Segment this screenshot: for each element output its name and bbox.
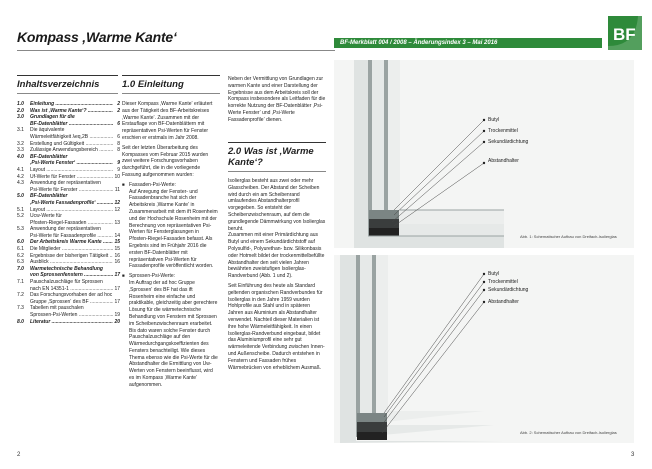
toc-entry-title: Tabellen mit pauschalen bbox=[30, 305, 84, 312]
section1-heading: 1.0 Einleitung bbox=[122, 79, 184, 90]
toc-entry bbox=[17, 127, 120, 134]
toc-entry-page bbox=[113, 180, 120, 187]
toc-entry-page: 11 bbox=[114, 186, 120, 193]
toc-entry bbox=[17, 147, 120, 154]
toc-entry-number: 2.0 bbox=[17, 107, 24, 114]
toc-entry bbox=[17, 279, 120, 286]
figure-1-label: Butyl bbox=[488, 117, 500, 123]
toc-entry-page: 16 bbox=[114, 252, 120, 259]
section1-paragraph: Dieser Kompass ‚Warme Kante‘ erläutert aus der Tätigkeit des BF-Arbeitskreises ‚Warme Kante‘. Zusammen mit der Erstauflage von BF-Datenblättern mit repräsentativen Psi-Werten für Fenster erschien er erstmals im Jahr 2008. bbox=[122, 101, 213, 141]
toc-entry-title: Warmetechnische Behandlung bbox=[30, 265, 103, 272]
toc-entry bbox=[17, 266, 120, 273]
toc-entry bbox=[17, 207, 120, 214]
toc-entry-title: Zulässige Anwendungsbereich ..... bbox=[30, 147, 113, 154]
toc-rule-bottom bbox=[17, 93, 118, 94]
toc-entry-title: Anwendung der repräsentativen bbox=[30, 226, 101, 233]
figure-1 bbox=[334, 60, 634, 248]
toc-entry-number bbox=[17, 272, 30, 279]
toc-entry bbox=[17, 174, 120, 181]
toc-entry-title: Einleitung ..... bbox=[30, 101, 113, 108]
section1-paragraph: Seit der letzten Überarbeitung des Kompasses vom Februar 2015 wurden zwei weitere Forschungsvorhaben durchgeführt, die in die vorliegende Fassung aufgenommen wurden: bbox=[122, 144, 209, 178]
toc-entry-number: 8.0 bbox=[17, 318, 24, 325]
document-info-bar: BF-Merkblatt 004 / 2008 – Änderungsindex 3 – Mai 2016 bbox=[334, 38, 602, 48]
toc-entry-number: 5.3 bbox=[17, 226, 24, 233]
section1-rule-bottom bbox=[122, 93, 220, 94]
toc-entry-title: ‚Psi-Werte Fenster‘ ..... bbox=[30, 160, 113, 167]
toc-entry-number bbox=[17, 233, 30, 240]
toc-entry-number: 4.2 bbox=[17, 173, 24, 180]
section2-body bbox=[228, 178, 326, 371]
toc-entry-title: Ucw-Werte für bbox=[30, 213, 62, 220]
toc-entry-page bbox=[113, 279, 120, 286]
toc-entry-title: ‚Psi-Werte Fassadenprofile‘ ..... bbox=[30, 200, 113, 207]
toc-entry-page: 2 bbox=[117, 101, 120, 107]
toc-entry-number bbox=[17, 220, 30, 227]
toc-heading: Inhaltsverzeichnis bbox=[17, 79, 100, 90]
section2-heading: 2.0 Was ist ‚Warme Kante‘? bbox=[228, 146, 314, 168]
toc-entry-page: 15 bbox=[114, 239, 120, 246]
toc-entry bbox=[17, 292, 120, 299]
toc-entry-title: Wärmeleitfähigkeit λeq,2B ..... bbox=[30, 134, 113, 141]
toc-rule-top bbox=[17, 75, 118, 76]
toc-entry bbox=[17, 286, 120, 293]
header-divider bbox=[17, 50, 335, 51]
toc-entry-number: 4.0 bbox=[17, 153, 24, 160]
toc-entry-number: 5.1 bbox=[17, 206, 24, 213]
figure-2-label: Butyl bbox=[488, 271, 500, 277]
figure-1-label: Sekundärdichtung bbox=[488, 139, 529, 145]
figure-2 bbox=[334, 255, 634, 443]
toc-entry-page: 2 bbox=[117, 107, 120, 114]
toc-entry-page: 9 bbox=[117, 166, 120, 173]
bf-logo bbox=[608, 16, 642, 50]
toc-entry-page: 15 bbox=[114, 246, 120, 253]
toc-entry-number: 1.0 bbox=[17, 101, 24, 107]
toc-entry-number: 6.3 bbox=[17, 259, 24, 266]
section2-rule-bottom bbox=[228, 171, 326, 172]
toc-entry-title: Die äquivalente bbox=[30, 127, 65, 134]
toc-entry-title: Was ist ‚Warme Kante‘? ..... bbox=[30, 108, 113, 115]
column3-intro bbox=[228, 76, 326, 124]
toc-entry-number: 7.2 bbox=[17, 292, 24, 299]
toc-entry bbox=[17, 305, 120, 312]
toc-entry-title: Layout ..... bbox=[30, 207, 113, 214]
toc-entry bbox=[17, 180, 120, 187]
toc-entry bbox=[17, 101, 120, 108]
toc-entry-number: 6.2 bbox=[17, 252, 24, 259]
toc-entry-number bbox=[17, 299, 30, 306]
toc-entry-title: nach EN 14351-1 ..... bbox=[30, 286, 113, 293]
toc-entry-number: 7.1 bbox=[17, 279, 24, 286]
toc-entry-number bbox=[17, 160, 30, 167]
section1-body bbox=[122, 101, 218, 389]
toc-entry-title: Der Arbeitskreis Warme Kante ..... bbox=[30, 239, 113, 246]
figure-1-label: Abstandhalter bbox=[488, 158, 519, 164]
section2-rule-top bbox=[228, 142, 326, 143]
figure-2-caption: Abb. 2: Schematischer Aufbau von Dreifach-Isolierglas bbox=[520, 430, 617, 435]
toc-entry-page: 16 bbox=[114, 259, 120, 266]
toc-entry bbox=[17, 259, 120, 266]
toc-entry-title: Ergebnisse der bisherigen Tätigkeit ..... bbox=[30, 253, 113, 260]
toc-entry-title: Layout ..... bbox=[30, 167, 113, 174]
section2-paragraph: Seit Einführung des heute als Standard geltenden organischen Randverbundes für Isolierglas in den Jahre 1959 wurden Hohlprofile aus Stahl und in späteren Jahren aus Aluminium als Abstandhalter verwendet. Nachteil dieser Materialien ist ihre hohe Wärmeleitfähigkeit. In einen Isolierglas-Randverbund eingebaut, bildet das Aluminiumprofil eine sehr gut wärmeleitende Verbindung zwischen Innen- und Außenscheibe. Dadurch entstehen in Fenstern und Fassaden frühes Wärmebrücken von erheblichem Ausmaß. bbox=[228, 282, 325, 371]
toc-entry-page: 17 bbox=[114, 285, 120, 292]
toc-entry bbox=[17, 154, 120, 161]
toc-entry-title: Ausblick ..... bbox=[30, 259, 113, 266]
toc-entry-page: 17 bbox=[114, 272, 120, 279]
toc-entry-number bbox=[17, 200, 30, 207]
intro-paragraph: Neben der Vermittlung von Grundlagen zur warmen Kante und einer Darstellung der Ergebnisse aus dem Arbeitskreis soll der Kompass insbesondere als Leitfaden für die korrekte Nutzung der BF-Datenblätter ‚Psi-Werte Fenster‘ und ‚Psi-Werte Fassadenprofile‘ dienen. bbox=[228, 76, 326, 123]
toc-entry-number bbox=[17, 134, 30, 141]
toc-entry bbox=[17, 253, 120, 260]
toc-entry bbox=[17, 233, 120, 240]
toc-entry-title: Literatur ..... bbox=[30, 319, 113, 326]
figure-1-illustration bbox=[334, 60, 634, 248]
toc-entry-page: 10 bbox=[114, 173, 120, 180]
toc-entry bbox=[17, 213, 120, 220]
toc-entry-title: BF-Datenblätter bbox=[30, 153, 68, 160]
toc-entry-title: Psi-Werte für Fassadenprofile ..... bbox=[30, 233, 113, 240]
toc-entry bbox=[17, 167, 120, 174]
toc-entry-title: Gruppe ‚Sprossen‘ des BF ..... bbox=[30, 299, 113, 306]
toc-entry-number: 7.3 bbox=[17, 305, 24, 312]
page-title: Kompass ‚Warme Kante‘ bbox=[17, 29, 177, 45]
toc-entry-number bbox=[17, 312, 30, 319]
toc-entry-number bbox=[17, 187, 30, 194]
figure-2-illustration bbox=[334, 255, 634, 443]
toc-entry-number bbox=[17, 286, 30, 293]
toc-entry bbox=[17, 272, 120, 279]
toc-entry-title: Sprossen-Psi-Werten ..... bbox=[30, 312, 113, 319]
toc-entry-title: Uf-Werte für Fenster ..... bbox=[30, 174, 113, 181]
toc-entry-page: 9 bbox=[117, 160, 120, 167]
toc-entry bbox=[17, 160, 120, 167]
toc-entry bbox=[17, 200, 120, 207]
toc-entry-page: 12 bbox=[114, 206, 120, 213]
bullet-text: Im Auftrag der ad hoc Gruppe ‚Sprossen‘ des BF hat das ift Rosenheim eine einfache und praktikable, gleichzeitig aber gerechtere Lösung für die wärmetechnische Behandlung von Fenstern mit Sprossen im Scheibenzwischenraum erarbeitet. Bis dato waren solche Fenster durch Pauschalzuschläge auf den Wärmedurchgangskoeffizienten des Fensters benachteiligt. Wie dieses Thema ebenso wie die Psi-Werte für die Abstandhalter die Ermittlung von Uw-Werten von Fenstern beeinflusst, wird es im Kompass ‚Warme Kante‘ aufgenommen. bbox=[129, 279, 218, 388]
toc-entry-page: 14 bbox=[114, 232, 120, 239]
toc-entry-title: BF-Datenblätter ..... bbox=[30, 121, 113, 128]
toc-entry-number: 4.1 bbox=[17, 166, 24, 173]
toc-entry bbox=[17, 108, 120, 115]
figure-1-caption: Abb. 1: Schematischer Aufbau von Dreifach-Isolierglas bbox=[520, 234, 617, 239]
bullet-text: Auf Anregung der Fenster- und Fassadenbranche hat sich der Arbeitskreis ‚Warme Kante‘ in Zusammenarbeit mit dem ift Rosenheim und der Hochschule Rosenheim mit der Berechnung von repräsentativen Psi-Werten für Fensterglasungen in Pfosten-Riegel-Fassaden befasst. Als Ergebnis sind im Frühjahr 2016 die ersten BF-Datenblätter mit repräsentativen Psi-Werten für Fassadenprofile veröffentlicht worden. bbox=[129, 188, 218, 270]
toc-entry-page bbox=[113, 226, 120, 233]
toc-entry-number: 7.0 bbox=[17, 265, 24, 272]
bullet-title: ■ Sprossen-Psi-Werte: bbox=[122, 273, 218, 280]
toc-entry-page: 6 bbox=[117, 120, 120, 127]
bullet-title: ■ Fassaden-Psi-Werte: bbox=[122, 182, 218, 189]
toc-entry-page: 20 bbox=[114, 318, 120, 325]
toc-entry bbox=[17, 319, 120, 326]
toc-entry bbox=[17, 121, 120, 128]
toc-entry-page bbox=[113, 154, 120, 161]
toc-entry-page: 6 bbox=[117, 133, 120, 140]
toc-entry-page: 17 bbox=[114, 298, 120, 305]
toc-entry-page bbox=[113, 305, 120, 312]
toc-entry-number: 3.2 bbox=[17, 140, 24, 147]
toc-entry-number: 5.0 bbox=[17, 193, 24, 200]
toc-entry bbox=[17, 141, 120, 148]
toc-entry bbox=[17, 226, 120, 233]
toc-entry-page: 8 bbox=[117, 140, 120, 147]
toc-entry-title: von Sprossenfenstern ..... bbox=[30, 272, 113, 279]
toc-entry bbox=[17, 114, 120, 121]
toc-entry-title: BF-Datenblätter bbox=[30, 193, 68, 200]
toc-entry bbox=[17, 246, 120, 253]
toc-entry bbox=[17, 220, 120, 227]
toc-entry bbox=[17, 193, 120, 200]
toc-entry-number: 6.1 bbox=[17, 246, 24, 253]
toc-entry-title: Die Mitglieder ..... bbox=[30, 246, 113, 253]
toc-entry-number: 5.2 bbox=[17, 213, 24, 220]
figure-1-label: Trockenmittel bbox=[488, 128, 518, 134]
toc-entry-page bbox=[113, 193, 120, 200]
toc-entry-page bbox=[113, 114, 120, 121]
toc-entry-page bbox=[113, 266, 120, 273]
toc-entry-number bbox=[17, 121, 30, 128]
toc-entry-title: Pauschalzuschläge für Sprossen bbox=[30, 279, 103, 286]
toc-entry-number: 3.3 bbox=[17, 147, 24, 154]
toc-entry bbox=[17, 134, 120, 141]
toc-entry bbox=[17, 312, 120, 319]
section2-paragraph: Zusammen mit einer Primärdichtung aus Butyl und einem Sekundärdichtstoff auf Polysulfid-, Polyurethan- bzw. Silikonbasis oder Hotmelt bildet der trockenmittelbefüllte Abstandhalter den seit vielen Jahren bewährten zweistufigen Isolierglas-Randverbund (Abb. 1 und 2). bbox=[228, 232, 325, 280]
toc-entry-number: 3.0 bbox=[17, 114, 24, 121]
toc-entry-page: 19 bbox=[114, 312, 120, 318]
toc-entry bbox=[17, 239, 120, 246]
toc-entry-page bbox=[113, 292, 120, 299]
toc-entry-page bbox=[113, 213, 120, 220]
toc-entry-page: 12 bbox=[114, 199, 120, 206]
toc-entry-page bbox=[113, 127, 120, 134]
toc-entry bbox=[17, 299, 120, 306]
page-number-right: 3 bbox=[631, 452, 635, 458]
figure-2-label: Abstandhalter bbox=[488, 299, 519, 305]
toc-entry-title: Anwendung der repräsentativen bbox=[30, 180, 101, 187]
section1-rule-top bbox=[122, 75, 220, 76]
toc-entry-page: 8 bbox=[117, 147, 120, 154]
logo-text: BF bbox=[613, 25, 636, 44]
toc-entry-title: Grundlagen für die bbox=[30, 114, 75, 121]
toc-entry-page: 13 bbox=[114, 219, 120, 226]
toc-entry bbox=[17, 187, 120, 194]
figure-2-label: Sekundärdichtung bbox=[488, 287, 529, 293]
table-of-contents bbox=[17, 101, 120, 325]
toc-entry-title: Psi-Werte für Fenster ..... bbox=[30, 187, 113, 194]
toc-entry-title: Erstellung und Gültigkeit ..... bbox=[30, 141, 113, 148]
toc-entry-number: 3.1 bbox=[17, 127, 24, 134]
toc-entry-title: Das Forschungsvorhaben der ad hoc bbox=[30, 292, 113, 299]
section2-paragraph: Isolierglas besteht aus zwei oder mehr Glasscheiben. Der Abstand der Scheiben wird durch ein am Scheibenrand umlaufendes Abstandhalterprofil vorgegeben. So entsteht der Scheibenzwischenraum, auf dem die grundlegende Dämmwirkung von Isolierglas beruht. bbox=[228, 178, 326, 232]
page-number-left: 2 bbox=[17, 452, 21, 458]
figure-2-label: Trockenmittel bbox=[488, 279, 518, 285]
toc-entry-title: Pfosten-Riegel-Fassaden ..... bbox=[30, 220, 113, 227]
toc-entry-number: 4.3 bbox=[17, 180, 24, 187]
toc-entry-number: 6.0 bbox=[17, 239, 24, 246]
